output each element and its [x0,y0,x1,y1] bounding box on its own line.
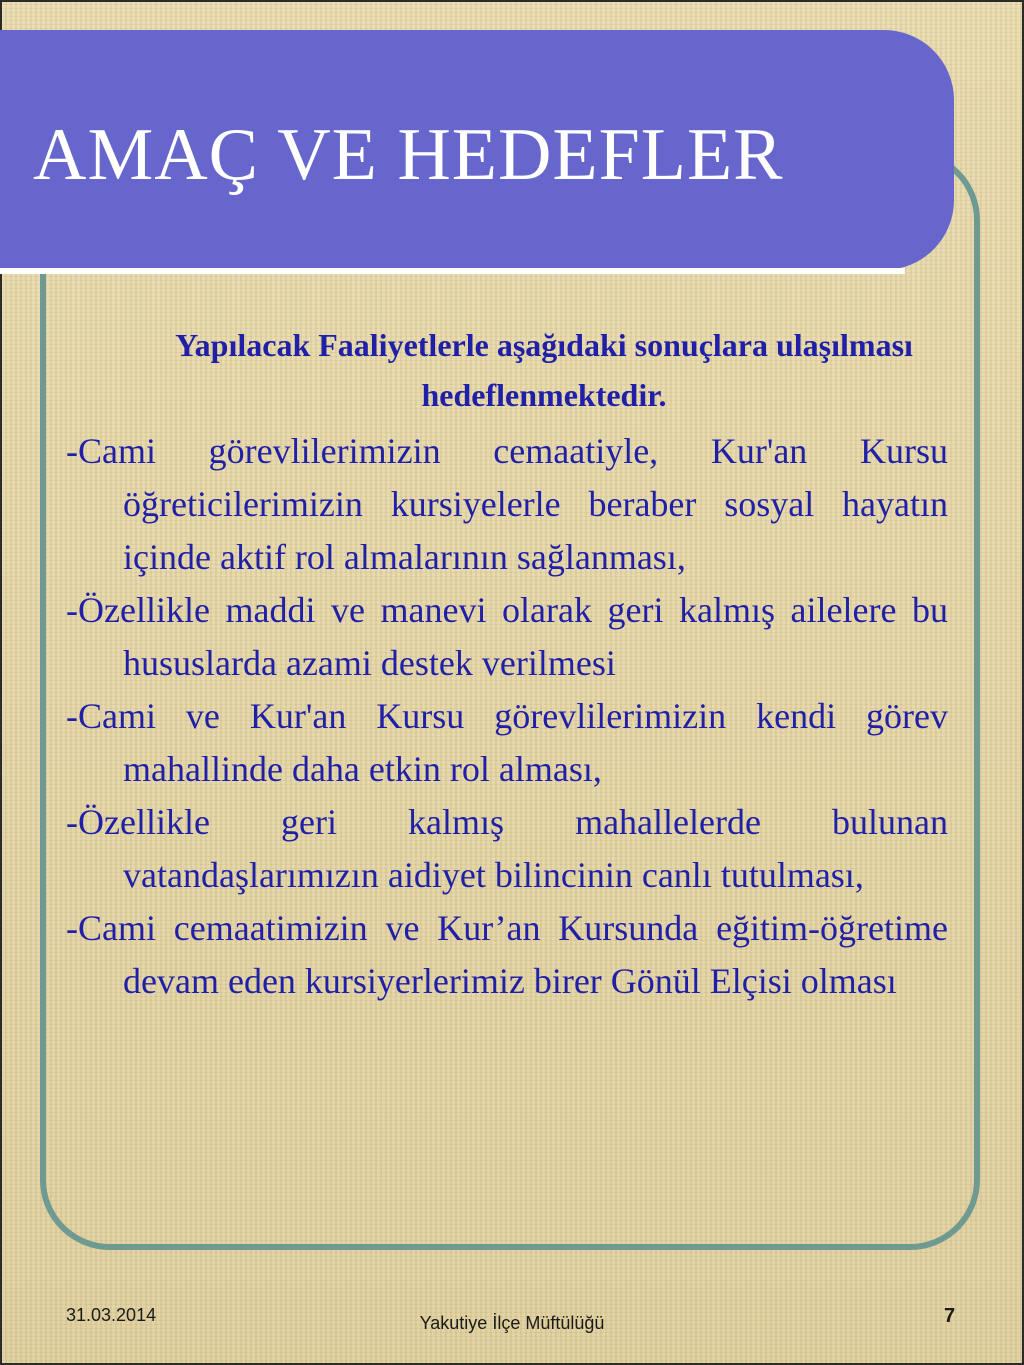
goal-item: -Cami cemaatimizin ve Kur’an Kursunda eğitim-öğretime devam eden kursiyerlerimiz birer Gönül Elçisi olması [66,908,948,1001]
goal-item: -Özellikle maddi ve manevi olarak geri kalmış ailelere bu hususlarda azami destek verilmesi [66,590,948,683]
title-underline [0,268,905,274]
slide-title: AMAÇ VE HEDEFLER [33,114,784,196]
goal-item: -Cami ve Kur'an Kursu görevlilerimizin kendi görev mahallinde daha etkin rol alması, [66,696,948,789]
footer-organization: Yakutiye İlçe Müftülüğü [419,1313,605,1333]
intro-text: Yapılacak Faaliyetlerle aşağıdaki sonuçlara ulaşılması hedeflenmektedir. [175,327,913,413]
footer-date: 31.03.2014 [66,1305,157,1325]
goal-item: -Özellikle geri kalmış mahallelerde bulunan vatandaşlarımızın aidiyet bilincinin canlı tutulması, [66,802,948,895]
goal-list [66,425,948,1008]
title-banner [0,30,954,270]
goal-item: -Cami görevlilerimizin cemaatiyle, Kur'an Kursu öğreticilerimizin kursiyelerle beraber sosyal hayatın içinde aktif rol almalarının sağlanması, [66,431,948,577]
page-number: 7 [944,1305,956,1327]
